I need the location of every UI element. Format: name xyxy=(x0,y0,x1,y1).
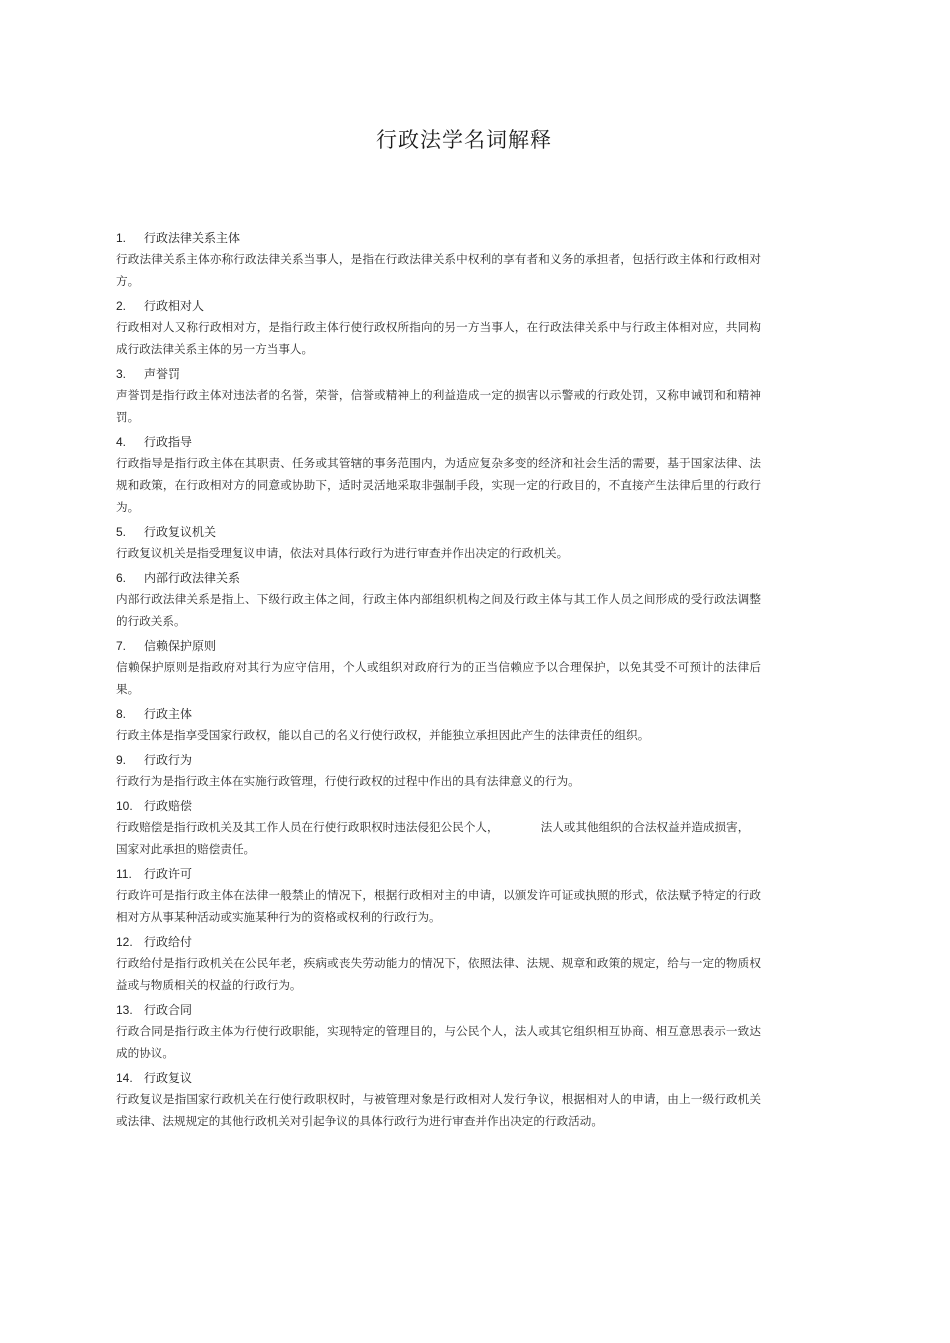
entry-term: 行政复议机关 xyxy=(144,525,217,539)
entry-definition: 行政合同是指行政主体为行使行政职能，实现特定的管理目的，与公民个人，法人或其它组织相互协商、相互意思表示一致达成的协议。 xyxy=(116,1024,761,1060)
glossary-entry xyxy=(116,704,816,746)
glossary-entry xyxy=(116,864,816,928)
entry-term: 行政复议 xyxy=(144,1071,193,1085)
glossary-list xyxy=(116,228,816,1136)
entry-heading xyxy=(116,228,816,248)
entry-term: 行政赔偿 xyxy=(144,799,193,813)
entry-term: 信赖保护原则 xyxy=(144,639,217,653)
glossary-entry xyxy=(116,932,816,996)
entry-definition-part: 法人或其他组织的合法权益并造成损害， xyxy=(540,820,750,834)
entry-heading xyxy=(116,296,816,316)
entry-definition: 信赖保护原则是指政府对其行为应守信用，个人或组织对政府行为的正当信赖应予以合理保护，以免其受不可预计的法律后果。 xyxy=(116,660,761,696)
glossary-entry xyxy=(116,1068,816,1132)
entry-term: 内部行政法律关系 xyxy=(144,571,241,585)
entry-term: 行政指导 xyxy=(144,435,193,449)
entry-term: 行政行为 xyxy=(144,753,193,767)
entry-term: 行政合同 xyxy=(144,1003,193,1017)
entry-definition xyxy=(116,816,816,860)
entry-number: 13. xyxy=(116,1003,133,1017)
entry-number: 11. xyxy=(116,867,132,881)
entry-heading xyxy=(116,1068,816,1088)
glossary-entry xyxy=(116,296,816,360)
entry-number: 10. xyxy=(116,799,133,813)
entry-number: 9. xyxy=(116,753,127,767)
glossary-entry xyxy=(116,432,816,518)
entry-definition: 行政复议机关是指受理复议申请，依法对具体行政行为进行审查并作出决定的行政机关。 xyxy=(116,546,569,560)
entry-definition: 内部行政法律关系是指上、下级行政主体之间，行政主体内部组织机构之间及行政主体与其工作人员之间形成的受行政法调整的行政关系。 xyxy=(116,592,761,628)
entry-number: 12. xyxy=(116,935,133,949)
glossary-entry xyxy=(116,1000,816,1064)
entry-definition: 行政复议是指国家行政机关在行使行政职权时，与被管理对象是行政相对人发行争议，根据相对人的申请，由上一级行政机关或法律、法规规定的其他行政机关对引起争议的具体行政行为进行审查并作出决定的行政活动。 xyxy=(116,1092,761,1128)
entry-definition: 声誉罚是指行政主体对违法者的名誉，荣誉，信誉或精神上的利益造成一定的损害以示警戒的行政处罚，又称申诫罚和和精神罚。 xyxy=(116,388,761,424)
entry-heading xyxy=(116,750,816,770)
entry-term: 行政许可 xyxy=(144,867,193,881)
entry-number: 2. xyxy=(116,299,127,313)
entry-heading xyxy=(116,932,816,952)
glossary-entry xyxy=(116,364,816,428)
page-title: 行政法学名词解释 xyxy=(376,128,552,152)
entry-definition: 行政主体是指享受国家行政权，能以自己的名义行使行政权，并能独立承担因此产生的法律责任的组织。 xyxy=(116,728,650,742)
entry-definition: 行政行为是指行政主体在实施行政管理，行使行政权的过程中作出的具有法律意义的行为。 xyxy=(116,774,580,788)
entry-term: 行政给付 xyxy=(144,935,193,949)
entry-heading xyxy=(116,432,816,452)
entry-definition-part: 行政赔偿是指行政机关及其工作人员在行使行政职权时违法侵犯公民个人， xyxy=(116,820,499,834)
entry-term: 行政主体 xyxy=(144,707,193,721)
entry-definition: 行政相对人又称行政相对方，是指行政主体行使行政权所指向的另一方当事人，在行政法律关系中与行政主体相对应，共同构成行政法律关系主体的另一方当事人。 xyxy=(116,320,761,356)
entry-number: 1. xyxy=(116,231,127,245)
entry-definition-part: 国家对此承担的赔偿责任。 xyxy=(116,842,256,856)
entry-heading xyxy=(116,864,816,884)
entry-definition: 行政法律关系主体亦称行政法律关系当事人，是指在行政法律关系中权利的享有者和义务的承担者，包括行政主体和行政相对方。 xyxy=(116,252,761,288)
entry-number: 4. xyxy=(116,435,127,449)
glossary-entry xyxy=(116,636,816,700)
entry-number: 8. xyxy=(116,707,127,721)
entry-heading xyxy=(116,1000,816,1020)
entry-definition: 行政许可是指行政主体在法律一般禁止的情况下，根据行政相对主的申请，以颁发许可证或执照的形式，依法赋予特定的行政相对方从事某种活动或实施某种行为的资格或权利的行政行为。 xyxy=(116,888,761,924)
entry-heading xyxy=(116,796,816,816)
entry-term: 声誉罚 xyxy=(144,367,181,381)
glossary-entry xyxy=(116,796,816,860)
entry-number: 7. xyxy=(116,639,127,653)
entry-number: 14. xyxy=(116,1071,133,1085)
glossary-entry xyxy=(116,750,816,792)
entry-heading xyxy=(116,568,816,588)
entry-number: 6. xyxy=(116,571,127,585)
entry-number: 5. xyxy=(116,525,127,539)
glossary-entry xyxy=(116,228,816,292)
entry-definition: 行政给付是指行政机关在公民年老，疾病或丧失劳动能力的情况下，依照法律、法规、规章和政策的规定，给与一定的物质权益或与物质相关的权益的行政行为。 xyxy=(116,956,761,992)
entry-term: 行政相对人 xyxy=(144,299,205,313)
entry-number: 3. xyxy=(116,367,127,381)
entry-heading xyxy=(116,364,816,384)
entry-heading xyxy=(116,636,816,656)
entry-term: 行政法律关系主体 xyxy=(144,231,241,245)
entry-heading xyxy=(116,704,816,724)
entry-heading xyxy=(116,522,816,542)
entry-definition: 行政指导是指行政主体在其职责、任务或其管辖的事务范围内，为适应复杂多变的经济和社会生活的需要，基于国家法律、法规和政策，在行政相对方的同意或协助下，适时灵活地采取非强制手段，实现一定的行政目的，不直接产生法律后里的行政行为。 xyxy=(116,456,761,514)
glossary-entry xyxy=(116,522,816,564)
glossary-entry xyxy=(116,568,816,632)
